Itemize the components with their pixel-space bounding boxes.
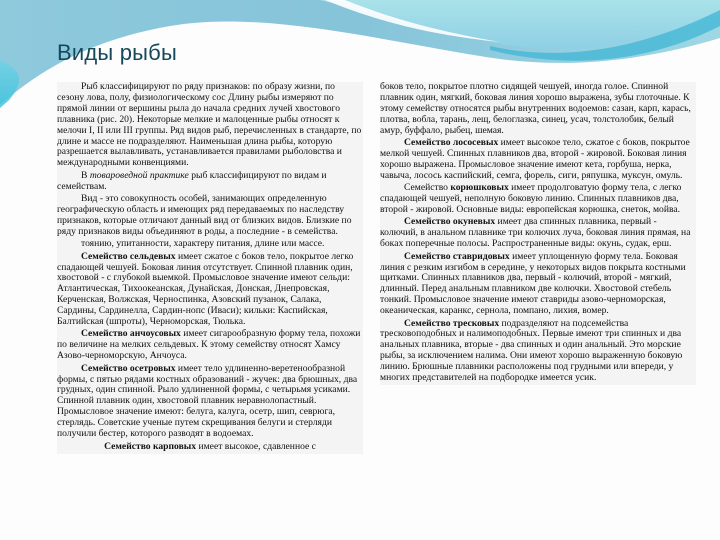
paragraph-anchovy-family: Семейство анчоусовых имеет сигарообразную форму тела, похожи по величине на мелких сельдевых. К этому семейству относят Хамсу Азово-черноморскую, Анчоуса.: [57, 328, 361, 362]
paragraph-sturgeon-family: Семейство осетровых имеет тело удлиненно-веретенообразной формы, с пятью рядами костных образований - жучек: два брюшных, два грудных, один спинной. Рыло удлиненной формы, с четырьмя усиками. Спинной плавник один, хвостовой плавник неравнолопастный. Промысловое значение имеют: белуга, калуга, осетр, шип, севрюга, стерлядь. Советские ученые путем скрещивания белуги и стерляди получили бестер, которого разводят в водоемах.: [57, 362, 358, 440]
text-column-left: [57, 82, 363, 454]
paragraph-carp-family: Семейство карповых имеет высокое, сдавленное с: [104, 440, 316, 452]
paragraph-commodity-practice: В товароведной практике рыб классифицируют по видам и семействам.: [57, 169, 327, 192]
paragraph-herring-family: Семейство сельдевых имеет сжатое с боков тело, покрытое легко спадающей чешуей. Боковая линия отсутствует. Спинной плавник один, хвостовой - с глубокой выемкой. Промысловое значение имеют сельди: Атлантическая, Тихоокеанская, Дунайская, Донская, Днепровская, Керченская, Волжская, Черноспинка, Азовский пузанок, Салака, Сардины, Сардинелла, Сардин-нопс (Иваси); кильки: Каспийская, Балтийская (шпроты), Черноморская, Тюлька.: [57, 250, 354, 328]
paragraph-fragment: тоянию, упитанности, характеру питания, длине или массе.: [81, 238, 325, 250]
paragraph-classification: Рыб классифицируют по ряду признаков: по образу жизни, по сезону лова, полу, физиологическому сос Длину рыбы измеряют по прямой линии от вершины рыла до начала средних лучей хвостового плавника (рис. 20). Некоторые мелкие и малоценные рыбы относят к мелочи I, II или III группы. Ряд видов рыб, перечисленных в стандарте, по длине и массе не подразделяют. Наименьшая длина рыбы, которую разрешается вылавливать, устанавливается правилами рыболовства и международными конвенциями.: [57, 81, 362, 169]
slide-title: Виды рыбы: [57, 40, 177, 65]
paragraph-horse-mackerel-family: Семейство ставридовых имеет уплощенную форму тела. Боковая линия с резким изгибом в середине, у некоторых видов покрыта костными щитками. Спинных плавников два, первый - колючий, второй - мягкий, длинный. Перед анальным плавником две колючки. Хвостовой стебель тонкий. Промысловое значение имеют ставриды азово-черноморская, океаническая, каранкс, сернола, помпано, лихия, вомер.: [380, 250, 686, 317]
paragraph-cod-family: Семейство тресковых подразделяют на подсемейства тресковоподобных и налимоподобных. Первые имеют три спинных и два анальных плавника, вторые - два спинных и один анальный. Это морские рыбы, за исключением налима. Они имеют хорошо выраженную боковую линию. Брюшные плавники расположены под грудными или впереди, у многих представителей на подбородке имеется усик.: [380, 317, 683, 384]
paragraph-perch-family: Семейство окуневых имеет два спинных плавника, первый - колючий, в анальном плавнике три колючих луча, боковая линия прямая, на боках поперечные полосы. Распространенные виды: окунь, судак, ерш.: [380, 216, 691, 250]
paragraph-salmon-family: Семейство лососевых имеет высокое тело, сжатое с боков, покрытое мелкой чешуей. Спинных плавников два, второй - жировой. Боковая линия хорошо выражена. Промысловое значение имеют кета, горбуша, нерка, чавыча, лосось каспийский, семга, форель, сиги, ряпушка, муксун, омуль.: [380, 137, 690, 181]
paragraph-species-definition: Вид - это совокупность особей, занимающих определенную географическую область и имеющих ряд передаваемых по наследству признаков, которые отличают данный вид от близких видов. Близкие по ряду признаков виды объединяют в роды, а последние - в семейства.: [57, 193, 352, 237]
text-column-right: [380, 82, 696, 385]
paragraph-carp-continued: боков тело, покрытое плотно сидящей чешуей, иногда голое. Спинной плавник один, мягкий, боковая линия хорошо выражена, зубы глоточные. К этому семейству относятся рыбы внутренних водоемов: сазан, карп, карась, плотва, вобла, тарань, лещ, белоглазка, синец, усач, толстолобик, белый амур, буффало, рыбец, шемая.: [380, 81, 691, 136]
paragraph-smelt-family: Семейство корюшковых имеет продолговатую форму тела, с легко спадающей чешуей, неполную боковую линию. Спинных плавников два, второй - жировой. Основные виды: европейская корюшка, снеток, мойва.: [380, 182, 682, 215]
